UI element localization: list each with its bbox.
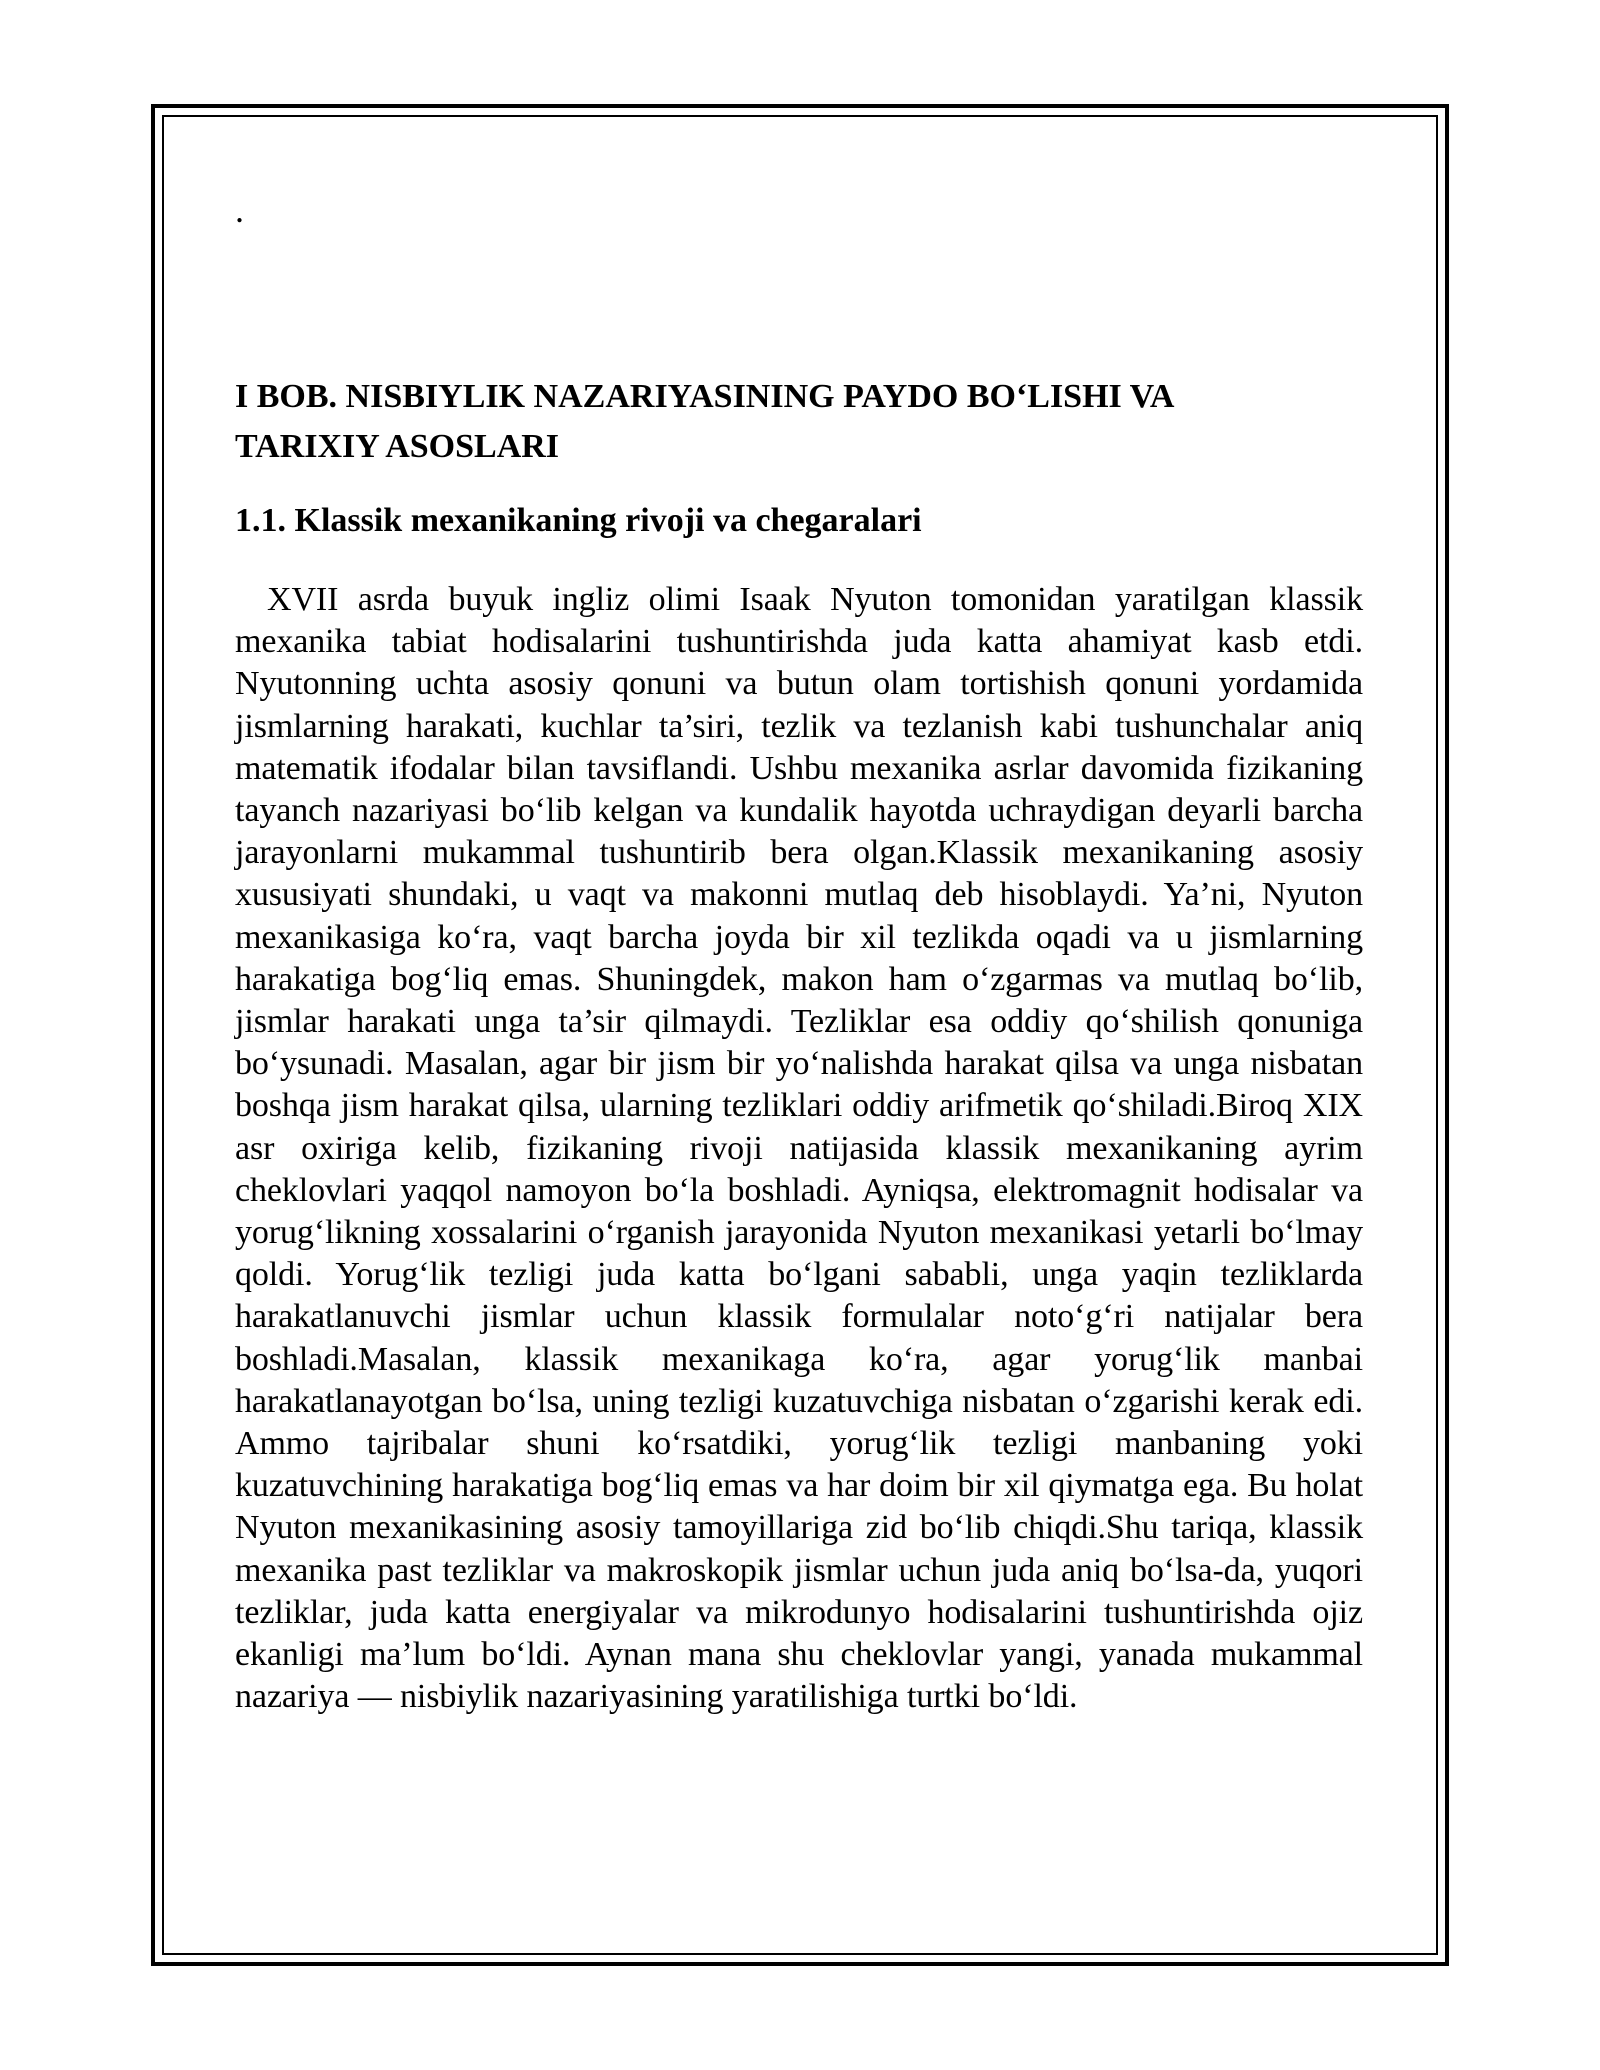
document-content [235, 190, 1363, 1718]
body-paragraph: XVII asrda buyuk ingliz olimi Isaak Nyuton tomonidan yaratilgan klassik mexanika tabiat hodisalarini tushuntirishda juda katta ahamiyat kasb etdi. Nyutonning uchta asosiy qonuni va butun olam tortishish qonuni yordamida jismlarning harakati, kuchlar ta’siri, tezlik va tezlanish kabi tushunchalar aniq matematik ifodalar bilan tavsiflandi. Ushbu mexanika asrlar davomida fizikaning tayanch nazariyasi boʻlib kelgan va kundalik hayotda uchraydigan deyarli barcha jarayonlarni mukammal tushuntirib bera olgan.Klassik mexanikaning asosiy xususiyati shundaki, u vaqt va makonni mutlaq deb hisoblaydi. Ya’ni, Nyuton mexanikasiga koʻra, vaqt barcha joyda bir xil tezlikda oqadi va u jismlarning harakatiga bogʻliq emas. Shuningdek, makon ham oʻzgarmas va mutlaq boʻlib, jismlar harakati unga ta’sir qilmaydi. Tezliklar esa oddiy qoʻshilish qonuniga boʻysunadi. Masalan, agar bir jism bir yoʻnalishda harakat qilsa va unga nisbatan boshqa jism harakat qilsa, ularning tezliklari oddiy arifmetik qoʻshiladi.Biroq XIX asr oxiriga kelib, fizikaning rivoji natijasida klassik mexanikaning ayrim cheklovlari yaqqol namoyon boʻla boshladi. Ayniqsa, elektromagnit hodisalar va yorugʻlikning xossalarini oʻrganish jarayonida Nyuton mexanikasi yetarli boʻlmay qoldi. Yorugʻlik tezligi juda katta boʻlgani sababli, unga yaqin tezliklarda harakatlanuvchi jismlar uchun klassik formulalar notoʻgʻri natijalar bera boshladi.Masalan, klassik mexanikaga koʻra, agar yorugʻlik manbai harakatlanayotgan boʻlsa, uning tezligi kuzatuvchiga nisbatan oʻzgarishi kerak edi. Ammo tajribalar shuni koʻrsatdiki, yorugʻlik tezligi manbaning yoki kuzatuvchining harakatiga bogʻliq emas va har doim bir xil qiymatga ega. Bu holat Nyuton mexanikasining asosiy tamoyillariga zid boʻlib chiqdi.Shu tariqa, klassik mexanika past tezliklar va makroskopik jismlar uchun juda aniq boʻlsa-da, yuqori tezliklar, juda katta energiyalar va mikrodunyo hodisalarini tushuntirishda ojiz ekanligi ma’lum boʻldi. Aynan mana shu cheklovlar yangi, yanada mukammal nazariya — nisbiylik nazariyasining yaratilishiga turtki boʻldi. [235, 581, 1363, 1716]
leading-dot: . [235, 190, 244, 230]
chapter-title-line-1: I BOB. NISBIYLIK NAZARIYASINING PAYDO BOʻLISHI VA [235, 378, 1175, 415]
chapter-title-line-2: TARIXIY ASOSLARI [235, 428, 560, 465]
section-title: 1.1. Klassik mexanikaning rivoji va chegaralari [235, 502, 922, 539]
chapter-title [235, 372, 1363, 472]
